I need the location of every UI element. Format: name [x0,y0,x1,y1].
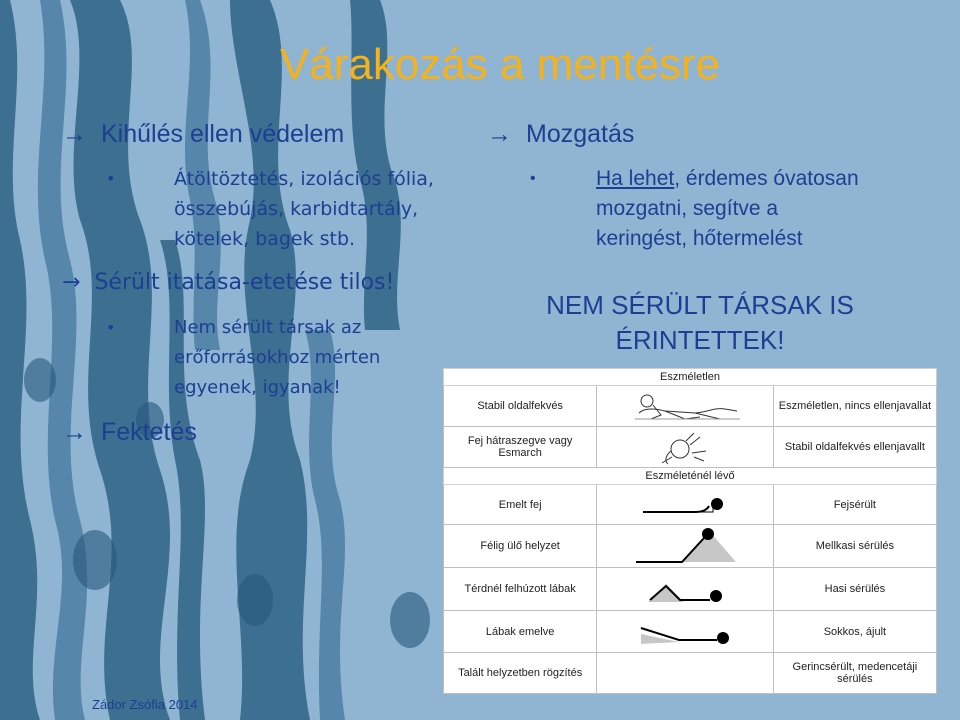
warning-text [520,288,880,358]
bullet-line: erőforrásokhoz mérten [174,347,381,368]
bullet-dot-icon: • [530,170,536,187]
table-row [444,568,937,611]
position-name: Emelt fej [444,484,597,525]
bullet-line: mozgatni, segítve a [596,197,779,220]
raised-head-icon [597,484,774,525]
positioning-table [443,368,937,694]
item-label: Kihűlés ellen védelem [101,120,345,148]
indication: Hasi sérülés [773,568,936,611]
item-moving [487,120,634,149]
item-positioning [62,418,197,447]
table-row [444,653,937,694]
warning-line: NEM SÉRÜLT TÁRSAK IS [546,290,854,320]
arrow-icon: → [62,270,81,295]
slide-title: Várakozás a mentésre [279,40,721,89]
position-name: Fej hátraszegve vagy Esmarch [444,426,597,467]
bullet-dot-icon: • [106,318,116,337]
indication: Stabil oldalfekvés ellenjavallt [773,426,936,467]
bullet-moving [530,164,859,254]
head-tilt-icon [597,426,774,467]
table-row [444,525,937,568]
arrow-icon: → [487,120,512,148]
indication: Mellkasi sérülés [773,525,936,568]
bullet-text: , érdemes óvatosan [674,167,859,190]
bullet-no-feeding [106,313,381,403]
table-row [444,484,937,525]
underlined-text: Ha lehet [596,167,675,190]
knees-bent-icon [597,568,774,611]
item-no-feeding [62,270,394,295]
item-label: Fektetés [101,418,197,446]
legs-raised-icon [597,610,774,653]
table-row [444,386,937,427]
indication: Eszméletlen, nincs ellenjavallat [773,386,936,427]
item-cold-protection [62,120,344,149]
warning-line: ÉRINTETTEK! [615,325,785,355]
bullet-line: Átöltöztetés, izolációs fólia, [174,168,434,190]
bullet-line: egyenek, igyanak! [174,377,341,398]
table-row [444,426,937,467]
indication: Gerincsérült, medencetáji sérülés [773,653,936,694]
section-header-conscious: Eszméleténél lévő [444,467,937,484]
half-sitting-icon [597,525,774,568]
position-name: Talált helyzetben rögzítés [444,653,597,694]
position-name: Térdnél felhúzott lábak [444,568,597,611]
indication: Fejsérült [773,484,936,525]
bullet-cold-protection [106,164,434,254]
item-label: Sérült itatása-etetése tilos! [94,270,395,295]
footer-author: Zádor Zsófia 2014 [92,697,198,712]
bullet-line: Nem sérült társak az [174,317,362,338]
position-name: Stabil oldalfekvés [444,386,597,427]
arrow-icon: → [62,418,87,446]
recovery-position-icon [597,386,774,427]
bullet-line: keringést, hőtermelést [596,227,803,250]
bullet-line: kötelek, bagek stb. [174,228,356,250]
empty-cell [597,653,774,694]
table-row [444,610,937,653]
arrow-icon: → [62,120,87,148]
bullet-dot-icon: • [106,169,116,188]
position-name: Félig ülő helyzet [444,525,597,568]
item-label: Mozgatás [526,120,635,148]
position-name: Lábak emelve [444,610,597,653]
bullet-line: összebújás, karbidtartály, [174,198,419,220]
section-header-unconscious: Eszméletlen [444,369,937,386]
indication: Sokkos, ájult [773,610,936,653]
